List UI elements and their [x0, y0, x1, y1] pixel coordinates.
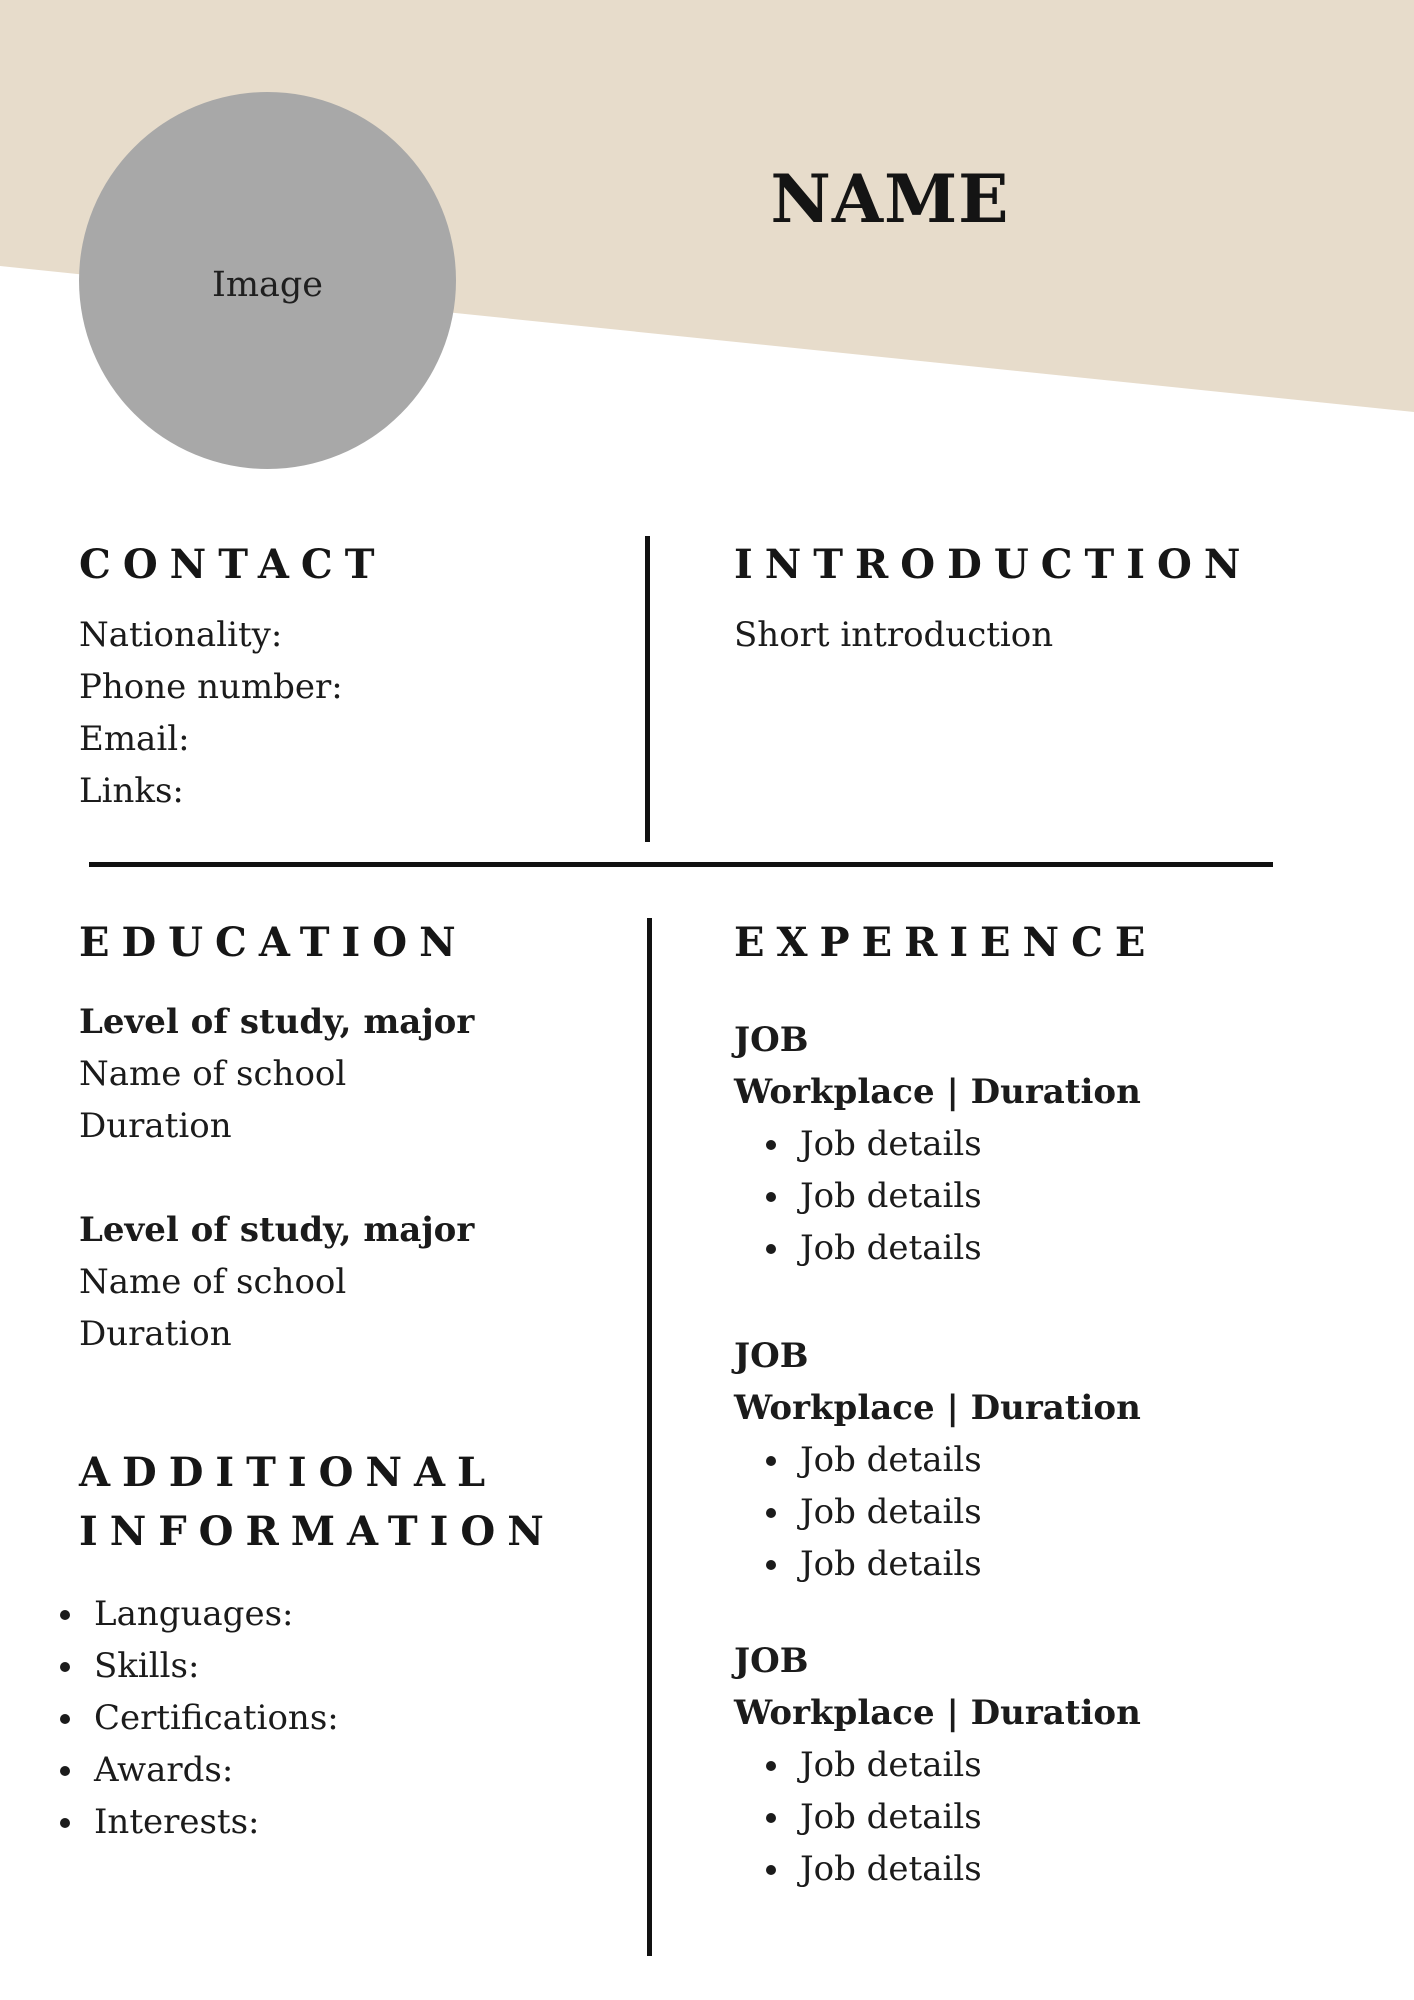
introduction-text: Short introduction [734, 615, 1054, 655]
education-school: Name of school [79, 1054, 347, 1094]
additional-info-heading-line2: INFORMATION [79, 1508, 556, 1555]
additional-info-list [94, 1588, 339, 1848]
job-details-list [734, 1118, 1141, 1274]
job-title: JOB [734, 1336, 809, 1376]
job-detail: Job details [800, 1434, 1141, 1486]
contact-list [79, 609, 343, 817]
contact-email: Email: [79, 719, 190, 759]
job-detail: Job details [800, 1118, 1141, 1170]
contact-phone: Phone number: [79, 667, 343, 707]
additional-skills: Skills: [94, 1640, 339, 1692]
additional-certifications: Certifications: [94, 1692, 339, 1744]
job-workplace: Workplace | Duration [734, 1072, 1141, 1112]
education-duration: Duration [79, 1314, 232, 1354]
job-workplace: Workplace | Duration [734, 1388, 1141, 1428]
introduction-heading: INTRODUCTION [734, 541, 1253, 588]
additional-info-heading-line1: ADDITIONAL [79, 1449, 498, 1496]
job-detail: Job details [800, 1843, 1141, 1895]
candidate-name: NAME [770, 160, 1010, 238]
job-entry [734, 1635, 1141, 1895]
contact-nationality: Nationality: [79, 615, 283, 655]
additional-languages: Languages: [94, 1588, 339, 1640]
profile-photo-placeholder [79, 92, 456, 469]
education-entry [79, 996, 474, 1152]
contact-heading: CONTACT [79, 541, 387, 588]
job-details-list [734, 1739, 1141, 1895]
job-detail: Job details [800, 1739, 1141, 1791]
education-level: Level of study, major [79, 1002, 475, 1042]
additional-awards: Awards: [94, 1744, 339, 1796]
job-details-list [734, 1434, 1141, 1590]
job-detail: Job details [800, 1486, 1141, 1538]
education-entry [79, 1204, 474, 1360]
education-heading: EDUCATION [79, 919, 468, 966]
education-school: Name of school [79, 1262, 347, 1302]
additional-interests: Interests: [94, 1796, 339, 1848]
education-duration: Duration [79, 1106, 232, 1146]
top-column-divider [645, 536, 650, 842]
job-detail: Job details [800, 1538, 1141, 1590]
job-detail: Job details [800, 1222, 1141, 1274]
section-divider [89, 862, 1273, 867]
job-title: JOB [734, 1020, 809, 1060]
photo-label: Image [212, 264, 323, 305]
job-detail: Job details [800, 1170, 1141, 1222]
job-entry [734, 1014, 1141, 1274]
job-title: JOB [734, 1641, 809, 1681]
contact-links: Links: [79, 771, 184, 811]
job-workplace: Workplace | Duration [734, 1693, 1141, 1733]
education-level: Level of study, major [79, 1210, 475, 1250]
job-detail: Job details [800, 1791, 1141, 1843]
bottom-column-divider [647, 918, 652, 1956]
job-entry [734, 1330, 1141, 1590]
experience-heading: EXPERIENCE [734, 919, 1158, 966]
